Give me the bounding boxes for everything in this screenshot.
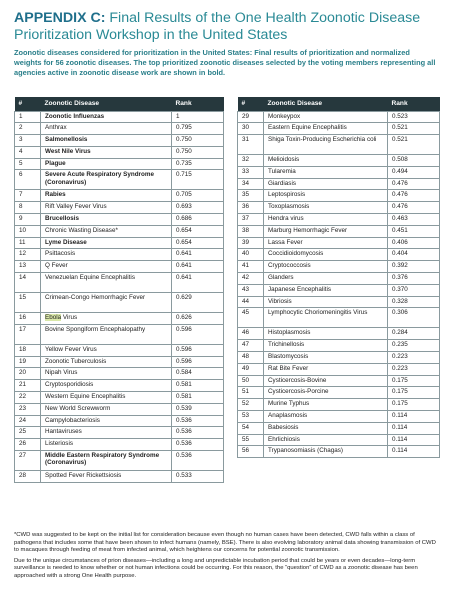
table-row [15, 123, 224, 135]
rank-value: 0.750 [172, 146, 224, 158]
row-number: 27 [15, 451, 41, 471]
disease-name: Histoplasmosis [264, 328, 388, 340]
table-row [15, 439, 224, 451]
rank-value: 0.750 [172, 135, 224, 147]
disease-name: Cysticercosis-Bovine [264, 375, 388, 387]
disease-name: Shiga Toxin-Producing Escherichia coli [264, 135, 388, 155]
table-row [15, 293, 224, 313]
table-row [15, 202, 224, 214]
disease-name: Rift Valley Fever Virus [41, 202, 172, 214]
row-number: 23 [15, 403, 41, 415]
row-number: 4 [15, 146, 41, 158]
table-header-row [15, 97, 224, 111]
header-disease: Zoonotic Disease [264, 97, 388, 111]
table-row [15, 403, 224, 415]
row-number: 5 [15, 158, 41, 170]
rank-value: 0.596 [172, 344, 224, 356]
disease-name: Severe Acute Respiratory Syndrome (Coronavirus) [41, 170, 172, 190]
rank-value: 0.392 [388, 261, 440, 273]
disease-name: Middle Eastern Respiratory Syndrome (Coronavirus) [41, 451, 172, 471]
row-number: 16 [15, 313, 41, 325]
table-row [15, 237, 224, 249]
row-number: 39 [238, 237, 264, 249]
disease-name: Babesiosis [264, 422, 388, 434]
rank-value: 0.693 [172, 202, 224, 214]
table-row [238, 328, 440, 340]
title-text: Final Results of the One Health Zoonotic Disease Prioritization Workshop in the United States [14, 10, 421, 43]
rank-value: 0.508 [388, 155, 440, 167]
disease-name: Cryptococcosis [264, 261, 388, 273]
rank-value: 0.223 [388, 363, 440, 375]
highlighted-word: Ebola [45, 314, 62, 322]
rank-value: 0.114 [388, 411, 440, 423]
row-number: 32 [238, 155, 264, 167]
disease-name: Bovine Spongiform Encephalopathy [41, 324, 172, 344]
table-row [15, 313, 224, 325]
row-number: 45 [238, 308, 264, 328]
disease-name: Hendra virus [264, 214, 388, 226]
rank-value: 0.494 [388, 166, 440, 178]
disease-name: Murine Typhus [264, 399, 388, 411]
table-row [15, 146, 224, 158]
table-body-right [238, 111, 440, 458]
row-number: 56 [238, 446, 264, 458]
disease-name: Toxoplasmosis [264, 202, 388, 214]
table-row [238, 399, 440, 411]
disease-name: Cysticercosis-Porcine [264, 387, 388, 399]
row-number: 3 [15, 135, 41, 147]
disease-name: Salmonellosis [41, 135, 172, 147]
row-number: 33 [238, 166, 264, 178]
rank-value: 0.641 [172, 261, 224, 273]
header-num: # [15, 97, 41, 111]
rank-value: 0.596 [172, 356, 224, 368]
disease-name: Glanders [264, 273, 388, 285]
disease-name: Anaplasmosis [264, 411, 388, 423]
table-row [238, 178, 440, 190]
rank-value: 0.114 [388, 446, 440, 458]
rank-value: 0.581 [172, 392, 224, 404]
table-row [238, 411, 440, 423]
rank-value: 0.686 [172, 214, 224, 226]
table-row [15, 380, 224, 392]
footnotes [14, 532, 439, 584]
disease-name: Japanese Encephalitis [264, 284, 388, 296]
header-rank: Rank [388, 97, 440, 111]
disease-name: Hantaviruses [41, 427, 172, 439]
row-number: 19 [15, 356, 41, 368]
row-number: 42 [238, 273, 264, 285]
rank-value: 0.654 [172, 225, 224, 237]
rank-value: 0.175 [388, 399, 440, 411]
disease-name: Coccidioidomycosis [264, 249, 388, 261]
table-row [238, 237, 440, 249]
disease-name: Cryptosporidiosis [41, 380, 172, 392]
table-row [238, 123, 440, 135]
rank-value: 0.536 [172, 451, 224, 471]
table-row [238, 166, 440, 178]
appendix-label: APPENDIX C: [14, 10, 106, 26]
disease-name: Plague [41, 158, 172, 170]
rank-value: 0.406 [388, 237, 440, 249]
table-row [238, 214, 440, 226]
rank-value: 0.114 [388, 434, 440, 446]
table-row [15, 111, 224, 123]
disease-name: Rat Bite Fever [264, 363, 388, 375]
rank-value: 0.539 [172, 403, 224, 415]
disease-name: Leptospirosis [264, 190, 388, 202]
rank-value: 0.521 [388, 135, 440, 155]
footnote-cwd: *CWD was suggested to be kept on the initial list for consideration because even though no human cases have been detected, CWD falls within a class of pathogens that includes some that have been shown to infect humans (namely, BSE). There is also evolving laboratory animal data showing transmission of CWD to macaques through feeding of meat from infected animal, which heightens our concerns for potential zoonotic transmission. [14, 532, 436, 554]
disease-name: Psittacosis [41, 249, 172, 261]
rank-value: 0.521 [388, 123, 440, 135]
row-number: 40 [238, 249, 264, 261]
row-number: 30 [238, 123, 264, 135]
disease-name: Lymphocytic Choriomeningitis Virus [264, 308, 388, 328]
table-row [238, 284, 440, 296]
row-number: 1 [15, 111, 41, 123]
row-number: 14 [15, 273, 41, 293]
rank-value: 0.536 [172, 427, 224, 439]
table-row [238, 155, 440, 167]
disease-name: Spotted Fever Rickettsiosis [41, 471, 172, 483]
rank-value: 0.536 [172, 439, 224, 451]
disease-name: Ehrlichiosis [264, 434, 388, 446]
rank-value: 0.175 [388, 387, 440, 399]
rank-value: 0.476 [388, 178, 440, 190]
disease-name: Tularemia [264, 166, 388, 178]
table-row [238, 111, 440, 123]
table-row [238, 363, 440, 375]
disease-name: Chronic Wasting Disease* [41, 225, 172, 237]
rank-value: 0.306 [388, 308, 440, 328]
table-row [15, 344, 224, 356]
disease-name: Campylobacteriosis [41, 415, 172, 427]
disease-name: Melioidosis [264, 155, 388, 167]
table-row [238, 387, 440, 399]
rank-value: 0.284 [388, 328, 440, 340]
table-row [238, 296, 440, 308]
rank-value: 0.223 [388, 352, 440, 364]
disease-name: Blastomycosis [264, 352, 388, 364]
row-number: 31 [238, 135, 264, 155]
rank-value: 0.629 [172, 293, 224, 313]
row-number: 37 [238, 214, 264, 226]
disease-name: Rabies [41, 190, 172, 202]
row-number: 54 [238, 422, 264, 434]
rank-value: 0.404 [388, 249, 440, 261]
row-number: 41 [238, 261, 264, 273]
row-number: 34 [238, 178, 264, 190]
row-number: 20 [15, 368, 41, 380]
rank-value: 0.641 [172, 273, 224, 293]
table-row [15, 427, 224, 439]
row-number: 49 [238, 363, 264, 375]
row-number: 26 [15, 439, 41, 451]
disease-name: Western Equine Encephalitis [41, 392, 172, 404]
rank-value: 0.451 [388, 225, 440, 237]
page-title [14, 10, 439, 44]
row-number: 38 [238, 225, 264, 237]
table-row [15, 135, 224, 147]
row-number: 46 [238, 328, 264, 340]
table-row [15, 249, 224, 261]
row-number: 9 [15, 214, 41, 226]
row-number: 8 [15, 202, 41, 214]
rank-value: 0.523 [388, 111, 440, 123]
rank-value: 0.536 [172, 415, 224, 427]
disease-name: New World Screwworm [41, 403, 172, 415]
disease-name: Giardiasis [264, 178, 388, 190]
row-number: 44 [238, 296, 264, 308]
disease-name: Zoonotic Tuberculosis [41, 356, 172, 368]
rank-value: 0.581 [172, 380, 224, 392]
table-row [238, 249, 440, 261]
row-number: 10 [15, 225, 41, 237]
rank-value: 0.715 [172, 170, 224, 190]
table-row [15, 261, 224, 273]
rank-value: 0.654 [172, 237, 224, 249]
table-row [238, 190, 440, 202]
rank-value: 0.235 [388, 340, 440, 352]
rank-value: 0.463 [388, 214, 440, 226]
table-row [15, 190, 224, 202]
row-number: 48 [238, 352, 264, 364]
rank-value: 0.114 [388, 422, 440, 434]
table-row [15, 392, 224, 404]
disease-table-right [237, 97, 440, 458]
row-number: 51 [238, 387, 264, 399]
rank-value: 0.735 [172, 158, 224, 170]
disease-name: Venezuelan Equine Encephalitis [41, 273, 172, 293]
table-body-left [15, 111, 224, 482]
disease-name: Monkeypox [264, 111, 388, 123]
row-number: 47 [238, 340, 264, 352]
rank-value: 0.376 [388, 273, 440, 285]
disease-name: Marburg Hemorrhagic Fever [264, 225, 388, 237]
table-row [15, 324, 224, 344]
table-row [15, 368, 224, 380]
rank-value: 0.328 [388, 296, 440, 308]
row-number: 52 [238, 399, 264, 411]
disease-name: Yellow Fever Virus [41, 344, 172, 356]
row-number: 12 [15, 249, 41, 261]
disease-name: Lassa Fever [264, 237, 388, 249]
row-number: 25 [15, 427, 41, 439]
row-number: 17 [15, 324, 41, 344]
header-rank: Rank [172, 97, 224, 111]
disease-name: Brucellosis [41, 214, 172, 226]
header-num: # [238, 97, 264, 111]
rank-value: 0.596 [172, 324, 224, 344]
header-disease: Zoonotic Disease [41, 97, 172, 111]
row-number: 13 [15, 261, 41, 273]
table-row [238, 340, 440, 352]
table-row [15, 273, 224, 293]
disease-name: Zoonotic Influenzas [41, 111, 172, 123]
row-number: 35 [238, 190, 264, 202]
row-number: 24 [15, 415, 41, 427]
rank-value: 0.476 [388, 202, 440, 214]
table-row [238, 422, 440, 434]
table-row [238, 273, 440, 285]
table-row [238, 261, 440, 273]
table-row [15, 356, 224, 368]
row-number: 55 [238, 434, 264, 446]
table-row [15, 214, 224, 226]
table-header-row [238, 97, 440, 111]
table-row [15, 225, 224, 237]
table-caption: Zoonotic diseases considered for prioritization in the United States: Final results of prioritization and normalized weights for 56 zoonotic diseases. The top prioritized zoonotic diseases selected by the voting members representing all agencies active in zoonotic disease work are shown in bold. [14, 48, 436, 77]
disease-name: Trichinellosis [264, 340, 388, 352]
disease-name: Trypanosomiasis (Chagas) [264, 446, 388, 458]
table-row [238, 202, 440, 214]
tables-area [14, 97, 439, 524]
disease-name: Q Fever [41, 261, 172, 273]
table-row [238, 434, 440, 446]
rank-value: 0.705 [172, 190, 224, 202]
table-row [238, 352, 440, 364]
rank-value: 0.641 [172, 249, 224, 261]
row-number: 11 [15, 237, 41, 249]
row-number: 2 [15, 123, 41, 135]
rank-value: 0.584 [172, 368, 224, 380]
rank-value: 0.370 [388, 284, 440, 296]
rank-value: 0.533 [172, 471, 224, 483]
row-number: 36 [238, 202, 264, 214]
row-number: 43 [238, 284, 264, 296]
table-row [15, 451, 224, 471]
table-row [238, 225, 440, 237]
row-number: 18 [15, 344, 41, 356]
disease-name: Lyme Disease [41, 237, 172, 249]
table-row [15, 158, 224, 170]
disease-name: Ebola Virus [41, 313, 172, 325]
table-row [15, 471, 224, 483]
table-row [238, 308, 440, 328]
table-row [238, 135, 440, 155]
rank-value: 1 [172, 111, 224, 123]
row-number: 29 [238, 111, 264, 123]
disease-name: Nipah Virus [41, 368, 172, 380]
disease-name: Crimean-Congo Hemorrhagic Fever [41, 293, 172, 313]
table-row [238, 446, 440, 458]
disease-table-left [14, 97, 224, 483]
disease-name: Listeriosis [41, 439, 172, 451]
disease-name: West Nile Virus [41, 146, 172, 158]
row-number: 21 [15, 380, 41, 392]
disease-name: Vibriosis [264, 296, 388, 308]
disease-name: Anthrax [41, 123, 172, 135]
disease-name: Eastern Equine Encephalitis [264, 123, 388, 135]
row-number: 15 [15, 293, 41, 313]
row-number: 22 [15, 392, 41, 404]
row-number: 7 [15, 190, 41, 202]
row-number: 53 [238, 411, 264, 423]
row-number: 50 [238, 375, 264, 387]
rank-value: 0.626 [172, 313, 224, 325]
row-number: 6 [15, 170, 41, 190]
table-row [15, 170, 224, 190]
footnote-prion: Due to the unique circumstances of prion diseases—including a long and unpredictable incubation period that could be years or even decades—long-term surveillance is needed to know whether or not human infections could be occurring. For this reason, the “question” of CWD as a zoonotic disease has been approached with a strong One Health purpose. [14, 557, 418, 579]
rank-value: 0.795 [172, 123, 224, 135]
rank-value: 0.476 [388, 190, 440, 202]
table-row [238, 375, 440, 387]
rank-value: 0.175 [388, 375, 440, 387]
row-number: 28 [15, 471, 41, 483]
table-row [15, 415, 224, 427]
